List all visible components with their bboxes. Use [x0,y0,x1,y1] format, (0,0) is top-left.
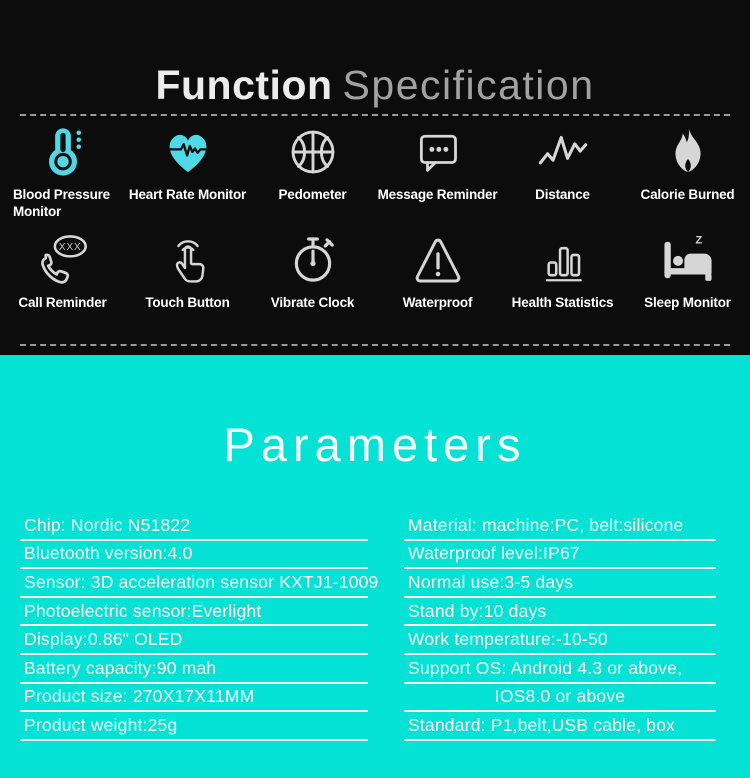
spec-row-bluetooth: Bluetooth version:4.0 [20,541,368,570]
feature-heart-rate [125,120,250,220]
feature-touch-button [125,228,250,312]
feature-health-statistics [500,228,625,312]
dashed-divider-bottom [20,344,730,346]
feature-label: Touch Button [145,295,230,310]
feature-label: Heart Rate Monitor [128,187,247,202]
spec-row-standby: Stand by:10 days [404,598,716,627]
call-bubble-text: XXX [58,242,82,254]
call-reminder-icon [34,228,92,292]
calorie-burned-icon [660,120,716,184]
health-statistics-icon [536,228,590,292]
title-function: Function [155,62,333,109]
touch-button-icon [160,228,216,292]
parameters-title: Parameters [223,418,527,471]
spec-row-battery: Battery capacity:90 mah [20,655,368,684]
spec-row-normal-use: Normal use:3-5 days [404,569,716,598]
feature-distance [500,120,625,220]
pedometer-icon [284,120,342,184]
feature-label: Health Statistics [511,295,614,310]
vibrate-clock-icon [285,228,341,292]
feature-calorie-burned [625,120,750,220]
blood-pressure-icon [35,120,91,184]
waterproof-icon [410,228,466,292]
heart-rate-icon [160,120,216,184]
feature-sleep-monitor [625,228,750,312]
spec-row-photoelectric: Photoelectric sensor:Everlight [20,598,368,627]
sleep-monitor-icon [659,228,717,292]
feature-waterproof [375,228,500,312]
spec-row-chip: Chip: Nordic N51822 [20,512,368,541]
distance-icon [534,120,592,184]
spec-row-display: Display:0.86" OLED [20,626,368,655]
feature-label: Blood Pressure Monitor [13,187,110,219]
feature-pedometer [250,120,375,220]
feature-vibrate-clock [250,228,375,312]
function-section [0,0,750,355]
spec-row-material: Material: machine:PC, belt:silicone [404,512,716,541]
spec-row-work-temp: Work temperature:-10-50 [404,626,716,655]
spec-row-support-os: Support OS: Android 4.3 or above, [404,655,716,684]
feature-label: Call Reminder [18,295,107,310]
title-specification: Specification [342,62,595,109]
feature-label: Sleep Monitor [644,295,731,310]
spec-column-left [20,512,379,741]
feature-label: Waterproof [402,295,473,310]
feature-label: Calorie Burned [640,187,735,202]
spec-row-ios: IOS8.0 or above [404,684,716,713]
sleep-z-text: Z [695,234,702,247]
spec-row-waterproof: Waterproof level:IP67 [404,541,716,570]
spec-row-product-weight: Product weight:25g [20,712,368,741]
spec-row-product-size: Product size: 270X17X11MM [20,684,368,713]
message-reminder-icon [410,120,466,184]
feature-call-reminder [0,228,125,312]
spec-row-standard: Standard: P1,belt,USB cable, box [404,712,716,741]
feature-label: Message Reminder [377,187,498,202]
feature-row-2 [0,228,750,312]
feature-message-reminder [375,120,500,220]
dashed-divider-top [20,114,730,116]
spec-column-right [404,512,716,741]
feature-blood-pressure [0,120,125,220]
page-title [0,61,750,109]
feature-label: Pedometer [278,187,347,202]
feature-label: Vibrate Clock [270,295,355,310]
spec-row-sensor: Sensor: 3D acceleration sensor KXTJ1-1009 [20,569,368,598]
parameters-section [0,355,750,778]
feature-row-1 [0,120,750,220]
feature-label: Distance [535,187,590,202]
